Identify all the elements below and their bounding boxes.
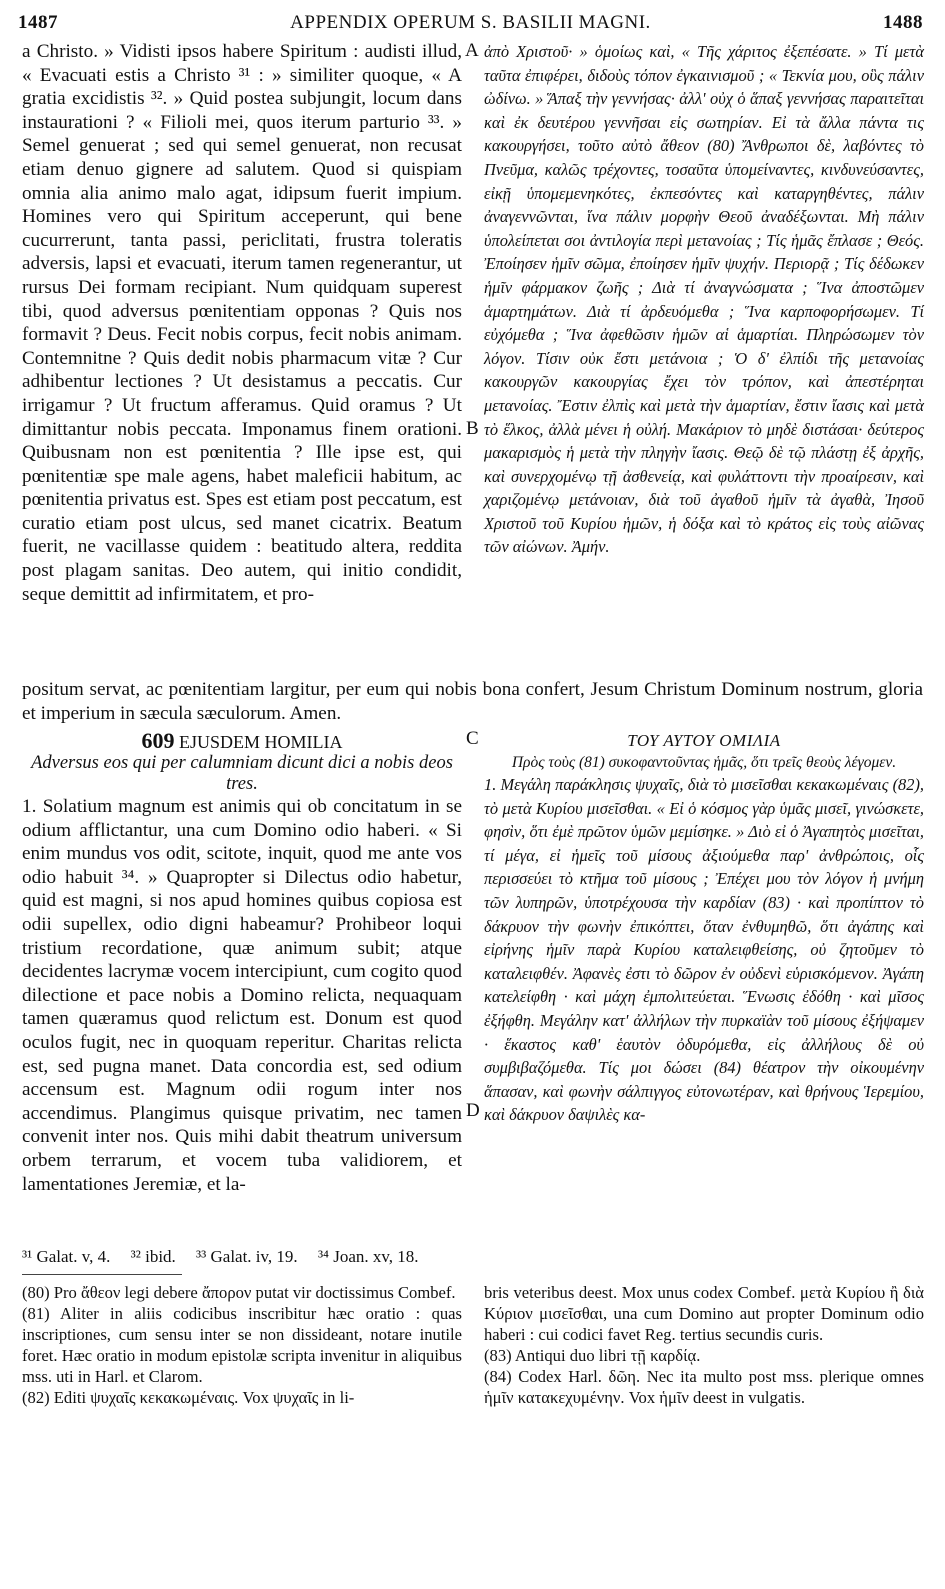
footnote-divider xyxy=(22,1274,182,1275)
footnote: bris veteribus deest. Mox unus codex Combef. μετὰ Κυρίου ἢ διὰ Κύριον μισεῖσθαι, una cum Domino aut propter Dominum odio haberi : cui codici favet Reg. tertius secundis curis. xyxy=(484,1283,924,1344)
scripture-ref: ³³ Galat. iv, 19. xyxy=(196,1247,298,1266)
footnote: (82) Editi ψυχαῖς κεκακωμέναις. Vox ψυχαῖς in li- xyxy=(22,1388,355,1407)
latin-homily-subtitle: Adversus eos qui per calumniam dicunt dici a nobis deos tres. xyxy=(31,753,453,794)
greek-homily-body: 1. Μεγάλη παράκλησις ψυχαῖς, διὰ τὸ μισεῖσθαι κεκακωμέναις (82), τὸ μετὰ Κυρίου μισεῖσθαι. « Εἰ ὁ κόσμος γὰρ ὑμᾶς μισεῖ, γινώσκετε, φησὶν, ὅτι ἐμὲ πρῶτον ὑμῶν μεμίσηκε. » Διὸ εἰ ὁ Ἀγαπητὸς μισεῖται, τί μέγα, εἰ ἡμεῖς τοῦ μίσους ἀξιούμεθα παρ' ἀνθρώποις, οἷς περισσεύει τὸ κτῆμα τοῦ μίσους ; Ἐπέχει μου τὸν λόγον ἡ μνήμη τῶν λυπηρῶν, ὑποτρέχουσα τὴν καρδίαν (83) · καὶ προπίπτον τὸ δάκρυον τὴν φωνὴν ἐπικόπτει, ὅταν ἐνθυμηθῶ, ὅτι ἀγάπης καὶ εἰρήνης ἡμῖν παρὰ Κυρίου καταλειφθείσης, οὐ ζητοῦμεν τὸ καταλειφθέν. Ἀφανὲς ἐστι τὸ δῶρον ἐν οὐδενὶ εὑρισκόμενον. Ἀγάπη κατελείφθη · καὶ μάχη ἐμπολιτεύεται. Ἕνωσις ἐδόθη · καὶ μῖσος ἐξήφθη. Μεγάλην κατ' ἀλλήλων τὴν πυρκαϊὰν τοῦ μίσους ἐξήψαμεν · ἕκαστος καθ' ἑαυτὸν ὀδυρόμεθα, εἰς ἀλλήλους δὲ οὐ συμβιβαζόμεθα. Τίς μοι δώσει (84) θέατρον τὴν οἰκουμένην ἅπασαν, καὶ φωνὴν σάλπιγγος εὐτονωτέραν, καὶ θρήνους Ἱερεμίου, καὶ δάκρυον δαψιλὲς κα- xyxy=(484,775,924,1125)
greek-homily-subtitle: Πρὸς τοὺς (81) συκοφαντοῦντας ἡμᾶς, ὅτι τρεῖς θεοὺς λέγομεν. xyxy=(511,754,897,771)
page-number-right: 1488 xyxy=(883,12,923,33)
latin-conclusion xyxy=(22,678,923,725)
footnote: (81) Aliter in aliis codicibus inscribitur hæc oratio : quas inscriptiones, cum sensu inter se non dissideant, notare inutile foret. Hæc oratio in modum epistolæ scripta invenitur in aliquibus mss. uti in Harl. et Clarom. xyxy=(22,1304,462,1386)
footnotes-right xyxy=(484,1282,924,1408)
greek-homily-column xyxy=(484,730,924,1127)
page-number-left: 1487 xyxy=(18,12,58,33)
scripture-references xyxy=(22,1247,435,1267)
margin-letter-c: C xyxy=(466,728,479,749)
margin-letter-a: A xyxy=(465,40,479,61)
scripture-ref: ³² ibid. xyxy=(130,1247,176,1266)
margin-letter-b: B xyxy=(466,418,479,439)
latin-homily-body: 1. Solatium magnum est animis qui ob concitatum in se odium afflictantur, una cum Domino odio haberi. « Si enim mundus vos odit, scitote, inquit, quod me ante vos odio habuit ³⁴. » Quapropter si Dilectus odio habetur, quid est magni, si nos apud homines quibus copiosa est odii supellex, odio digni habeamur? Prohibeor loqui tristium recordatione, quæ animum subit; atque decidentes lacrymæ vocem intercipiunt, cum cogito quod dilectione et pace nobis a Domino relicta, nequaquam tamen quæramus quod relictum est. Donum est quod oculos fugit, nec in quoquam reperitur. Charitas relicta est, sed pugna manet. Data concordia est, sed odium accensum est. Magnum odii rogum inter nos accendimus. Plangimus quisque privatim, nec tamen convenit inter nos. Quis mihi dabit theatrum universum orbem terrarum, et vocem tuba validiorem, et lamentationes Jeremiæ, et la- xyxy=(22,796,462,1195)
running-title: APPENDIX OPERUM S. BASILII MAGNI. xyxy=(290,12,651,33)
greek-homily-title: ΤΟΥ ΑΥΤΟΥ ΟΜΙΛΙΑ xyxy=(627,731,781,750)
greek-text-top: ἀπὸ Χριστοῦ· » ὁμοίως καὶ, « Τῆς χάριτος ἐξεπέσατε. » Τί μετὰ ταῦτα ἐπιφέρει, διδοὺς τόπον ἐγκαινισμοῦ ; « Τεκνία μου, οὓς πάλιν ὠδίνω. » Ἅπαξ τὴν γεννήσας· ἀλλ' οὐχ ὁ ἅπαξ γεννήσας παραιτεῖται καὶ ἐκ δευτέρου γεννῆσαι εἰς σωτηρίαν. Εἰ τὰ ἄλλα πάντα τις κακουργήσει, τοῦτο αὐτὸ ἄθεον (80) Ἄνθρωποι δὲ, λαβόντες τὸ Πνεῦμα, καλῶς τρέχοντες, τοσαῦτα ὑπομείναντες, κινδυνεύσαντες, εἰκῇ ὑπομεμενηκότες, ἐκπεσόντες καὶ καταργηθέντες, πάλιν ἀναγεννῶνται, ἵνα πάλιν μορφὴν Θεοῦ ἀναδέξωνται. Μὴ πάλιν ὑπολείπεται σοι ἀντιλογία περὶ μετανοίας ; Τίς ἡμᾶς ἔπλασε ; Θεός. Ἐποίησεν ἡμῖν σῶμα, ἐποίησεν ἡμῖν ψυχήν. Περιορᾷ ; Τίς δέδωκεν ἡμῖν φάρμακον ζωῆς ; Διὰ τί ἀναγνώσματα ; Ἵνα ἀποστῶμεν ἁμαρτημάτων. Διὰ τί ἀρδευόμεθα ; Ἵνα καρποφορήσωμεν. Τί εὐχόμεθα ; Ἵνα ἀφεθῶσιν ἡμῶν αἱ ἁμαρτίαι. Πληρώσωμεν τὸν λόγον. Τίσιν οὐκ ἔστι μετάνοια ; Ὁ δ' ἐλπίδι τῆς μετανοίας κακουργῶν κακουργίας ἔχει τὸν τρόπον, καὶ ἀπεστέρηται μετανοίας. Ἔστιν ἐλπὶς καὶ μετὰ τὴν ἁμαρτίαν, ἔστιν ἴασις καὶ μετὰ τὸ ἕλκος, ἀλλὰ μένει ἡ οὐλή. Μακάριον τὸ μηδὲ διστάσαι· δεύτερος μακαρισμὸς ἡ μετὰ τὴν πληγὴν ἴασις. Θεῷ δὲ τῷ πλάστῃ ἐξ ἀρχῆς, καὶ συνερχομένῳ τῇ ἀσθενείᾳ, καὶ φυλάττοντι τὴν προαίρεσιν, καὶ χαριζομένῳ μετάνοιαν, διὰ τοῦ ἀγαθοῦ ἡμῖν τὰ ἀγαθὰ, Ἰησοῦ Χριστοῦ τοῦ Κυρίου ἡμῶν, ἡ δόξα καὶ τὸ κράτος εἰς τοὺς αἰῶνας τῶν αἰώνων. Ἀμήν. xyxy=(484,42,924,557)
latin-homily-heading xyxy=(22,730,462,753)
page-header xyxy=(18,6,923,36)
latin-homily-column xyxy=(22,730,462,1196)
margin-letter-d: D xyxy=(466,1100,480,1121)
latin-text-top: a Christo. » Vidisti ipsos habere Spiritum : audisti illud, « Evacuati estis a Christo ³¹ : » similiter quoque, « A gratia excidistis ³². » Quid postea subjungit, locum dans instaurationi ? « Filioli mei, quos iterum parturio ³³. » Semel genuerat ; sed qui semel genuerat, non recusat etiam denuo gignere ad salutem. Quod si quispiam omnia alia animo malo agat, idipsum fuerit impium. Homines vero qui Spiritum acceperunt, qui bene cucurrerunt, tanta passi, periclitati, frustra toleratis adversis, lapsi et evacuati, iterum tamen regenerantur, ut rursus Dei formam recipiant. Num quidquam superest tibi, quod adversus pœnitentiam opponas ? Quis nos formavit ? Deus. Fecit nobis corpus, fecit nobis animam. Contemnitne ? Quis dedit nobis pharmacum vitæ ? Cur adhibentur lectiones ? Ut desistamus a peccatis. Cur irrigamur ? Ut fructum afferamus. Quid oramus ? Ut dimittantur nobis peccata. Imponamus finem orationi. Quibusnam non est pœnitentia ? Ille ipse est, qui pœnitentiæ spe male agens, habet maleficii habitum, ac pœnitentia privatus est. Spes est etiam post peccatum, est curatio etiam post ulcus, sed manet cicatrix. Beatum fuerit, ne vacillasse quidem : beatitudo altera, reddita post plagam sanitas. Deo autem, qui initio condidit, seque demittit ad infirmitatem, et pro- xyxy=(22,41,462,605)
scripture-ref: ³¹ Galat. v, 4. xyxy=(22,1247,111,1266)
scripture-ref: ³⁴ Joan. xv, 18. xyxy=(317,1247,419,1266)
footnote: (84) Codex Harl. δῶη. Nec ita multo post mss. plerique omnes ἡμῖν κατακεχυμένην. Vox ἡμῖν deest in vulgatis. xyxy=(484,1367,924,1407)
footnote: (80) Pro ἄθεον legi debere ἄπορον putat vir doctissimus Combef. xyxy=(22,1283,456,1302)
greek-column-top xyxy=(484,40,924,559)
latin-homily-title: EJUSDEM HOMILIA xyxy=(179,732,343,752)
latin-conclusion-text: positum servat, ac pœnitentiam largitur, per eum qui nobis bona confert, Jesum Christum Dominum nostrum, gloria et imperium in sæcula sæculorum. Amen. xyxy=(22,679,923,724)
footnotes-left xyxy=(22,1282,462,1408)
homily-number: 609 xyxy=(141,728,175,753)
latin-column-top xyxy=(22,40,462,606)
footnote: (83) Antiqui duo libri τῇ καρδίᾳ. xyxy=(484,1346,701,1365)
